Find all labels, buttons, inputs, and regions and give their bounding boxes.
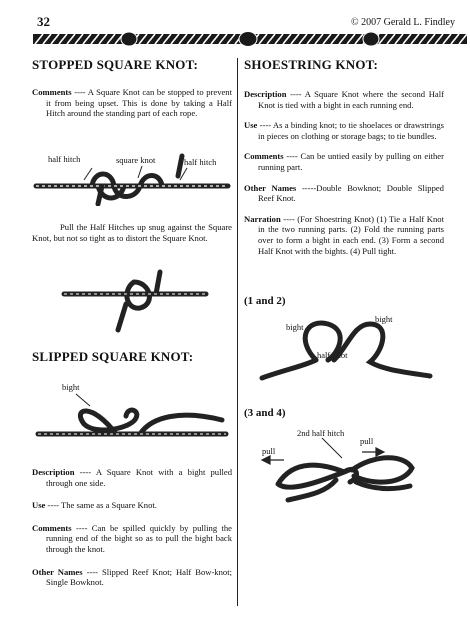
shoestring-description bbox=[244, 89, 444, 110]
term: Description bbox=[244, 89, 287, 99]
definition: ---- A Square Knot with a bight pulled through one side. bbox=[46, 467, 232, 488]
shoestring-narration bbox=[244, 214, 444, 256]
term: Use bbox=[244, 120, 258, 131]
figure-label: half hitch bbox=[184, 157, 217, 167]
term: Comments bbox=[32, 87, 72, 97]
shoestring-knot-title: SHOESTRING KNOT: bbox=[244, 57, 379, 72]
rope-knot-drawing bbox=[244, 424, 454, 504]
term: Narration bbox=[244, 213, 281, 224]
stopped-knot-tightened-drawing bbox=[60, 268, 210, 334]
shoestring-use bbox=[244, 120, 444, 141]
definition: ---- Slipped Reef Knot; Half Bow-knot; Single Bowknot. bbox=[46, 566, 232, 588]
term: Other Names bbox=[32, 566, 83, 577]
definition: ---- As a binding knot; to tie shoelaces or drawstrings in pieces on clothing or storage bags; to tie bundles. bbox=[257, 120, 444, 141]
definition: ---- The same as a Square Knot. bbox=[45, 500, 157, 511]
slipped-square-knot-figure bbox=[32, 382, 232, 452]
shoestring-step1-figure bbox=[244, 310, 454, 384]
definition: ---- Can be untied easily by pulling on either running part. bbox=[258, 151, 444, 172]
step-1-2-heading: (1 and 2) bbox=[244, 295, 286, 307]
rope-knot-drawing bbox=[244, 310, 454, 384]
figure-label: bight bbox=[375, 314, 393, 324]
stopped-comments bbox=[32, 87, 232, 119]
arrow-left-icon bbox=[262, 456, 270, 464]
copyright-notice: © 2007 Gerald L. Findley bbox=[351, 17, 455, 28]
rope-knot-drawing bbox=[32, 382, 232, 452]
definition: ---- (For Shoestring Knot) (1) Tie a Half Knot in the two running parts. (2) Fold the running parts over to form a bight in each end. (3) Form a second Half Knot with the bights. (4) Pull tight. bbox=[258, 213, 444, 256]
slipped-other-names bbox=[32, 567, 232, 588]
term: Use bbox=[32, 500, 46, 511]
term: Comments bbox=[244, 151, 284, 162]
term: Comments bbox=[32, 522, 72, 533]
figure-label: pull bbox=[262, 446, 276, 456]
slipped-comments bbox=[32, 523, 232, 555]
term: Other Names bbox=[244, 182, 297, 193]
second-half-hitch-label: 2nd half hitch bbox=[297, 428, 345, 438]
term: Description bbox=[32, 467, 75, 477]
definition: ---- Can be spilled quickly by pulling the running end of the bight so as to pull the bight back through the knot. bbox=[46, 522, 232, 554]
figure-label: bight bbox=[62, 382, 80, 392]
slipped-details bbox=[32, 467, 232, 588]
slipped-description bbox=[32, 467, 232, 488]
page-number: 32 bbox=[37, 14, 50, 29]
definition: ---- A Square Knot can be stopped to prevent it from being upset. This is done by taking a Half Hitch around the standing part of each rope. bbox=[46, 87, 232, 119]
left-column bbox=[32, 57, 232, 119]
figure-label: bight bbox=[286, 322, 304, 332]
definition: -----Double Bowknot; Double Slipped Reef Knot. bbox=[258, 182, 444, 204]
stopped-square-knot-figure bbox=[32, 146, 232, 206]
shoestring-step2-figure bbox=[244, 424, 454, 504]
figure-label: pull bbox=[360, 436, 374, 446]
slipped-square-knot-title: SLIPPED SQUARE KNOT: bbox=[32, 349, 194, 364]
pull-instructions: Pull the Half Hitches up snug against the Square Knot, but not so tight as to distort the Square Knot. bbox=[32, 222, 232, 243]
definition: ---- A Square Knot where the second Half Knot is tied with a bight in each running end. bbox=[258, 89, 444, 110]
right-column bbox=[244, 57, 444, 256]
arrow-right-icon bbox=[376, 448, 384, 456]
slipped-section bbox=[32, 349, 232, 365]
shoestring-other-names bbox=[244, 183, 444, 204]
figure-label: half hitch bbox=[48, 154, 81, 164]
column-divider bbox=[237, 58, 238, 606]
rope-knot-drawing bbox=[32, 146, 232, 206]
shoestring-comments bbox=[244, 151, 444, 172]
figure-label: half knot bbox=[317, 350, 348, 360]
stopped-square-knot-title: STOPPED SQUARE KNOT: bbox=[32, 57, 199, 72]
slipped-use bbox=[32, 500, 232, 511]
step-3-4-heading: (3 and 4) bbox=[244, 407, 286, 419]
rope-divider-icon bbox=[33, 31, 467, 47]
figure-label: square knot bbox=[116, 155, 156, 165]
